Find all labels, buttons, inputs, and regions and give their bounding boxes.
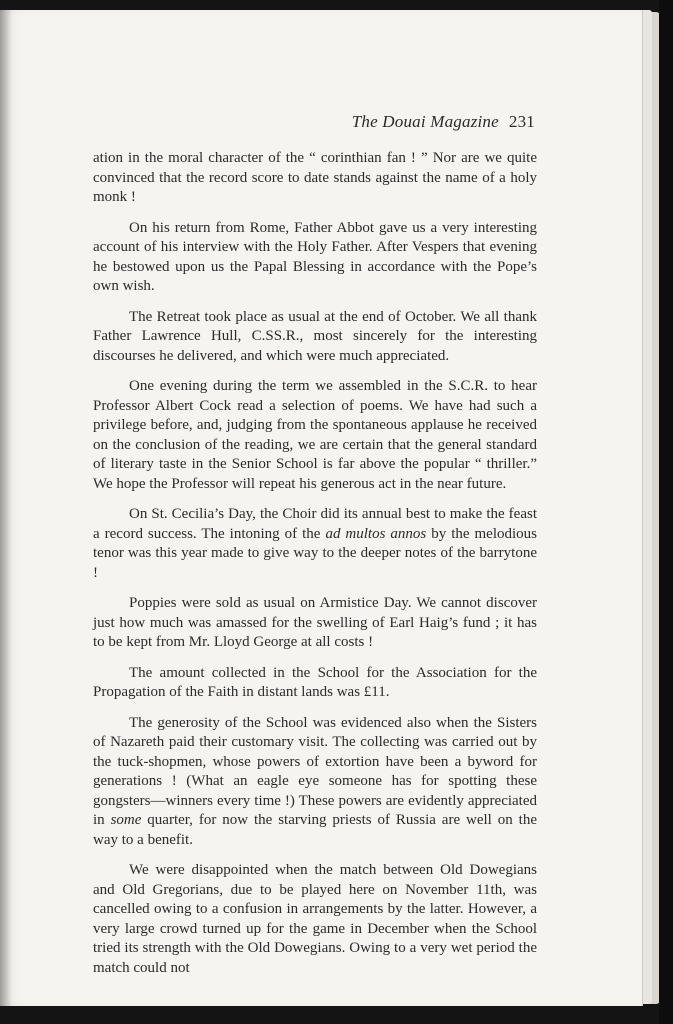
paragraph-text: Poppies were sold as usual on Armistice Day. We cannot discover just how much was amassed for the swelling of Earl Haig’s fund ; it has to be kept from Mr. Lloyd George at all costs !	[93, 595, 537, 650]
paragraph-p4	[93, 377, 537, 494]
paragraph-p1	[93, 149, 537, 208]
paragraph-p7	[93, 664, 537, 703]
paragraph-p6	[93, 594, 537, 653]
paragraph-p5	[93, 505, 537, 583]
paragraph-text: The amount collected in the School for the Association for the Propagation of the Faith in distant lands was £11.	[93, 664, 537, 700]
magazine-page	[0, 10, 643, 1006]
paragraph-text: We were disappointed when the match between Old Dowegians and Old Gregorians, due to be played here on November 11th, was cancelled owing to a confusion in arrangements by the latter. However, a very large crowd turned up for the game in December when the School tried its strength with the Old Dowegians. Owing to a very wet period the match could not	[93, 862, 537, 976]
scan-border-right	[659, 0, 673, 1024]
paragraph-text: ation in the moral character of the “ corinthian fan ! ” Nor are we quite convinced that the record score to date stands against the name of a holy monk !	[93, 150, 537, 205]
paragraph-p3	[93, 308, 537, 367]
paragraph-p2	[93, 219, 537, 297]
paragraph-text: The Retreat took place as usual at the end of October. We all thank Father Lawrence Hull, C.SS.R., most sincerely for the interesting discourses he delivered, and which were much appreciated.	[93, 308, 537, 364]
paragraph-p8	[93, 714, 537, 851]
paragraph-text: The generosity of the School was evidenced also when the Sisters of Nazareth paid their customary visit. The collecting was carried out by the tuck-shopmen, whose powers of extortion have been a byword for generations ! (What an eagle eye someone has for spotting these gongsters—winners every time !) These powers are evidently appreciated in	[93, 714, 537, 828]
paragraph-text: One evening during the term we assembled in the S.C.R. to hear Professor Albert Cock read a selection of poems. We have had such a privilege before, and, judging from the spontaneous applause he received on the conclusion of the reading, we are certain that the general standard of literary taste in the Senior School is far above the popular “ thriller.” We hope the Professor will repeat his generous act in the near future.	[93, 378, 537, 492]
binding-gutter-shadow	[0, 10, 12, 1006]
magazine-title: The Douai Magazine	[351, 112, 499, 131]
paragraph-text: On his return from Rome, Father Abbot gave us a very interesting account of his interview with the Holy Father. After Vespers that evening he bestowed upon us the Papal Blessing in accordance with the Pope’s own wish.	[93, 219, 537, 294]
paragraph-p9	[93, 861, 537, 978]
page-number: 231	[508, 112, 535, 131]
paragraph-text: quarter, for now the starving priests of Russia are well on the way to a benefit.	[93, 812, 537, 848]
running-header	[0, 112, 535, 132]
italic-phrase: some	[110, 812, 142, 828]
italic-phrase: ad multos annos	[325, 525, 427, 542]
paragraph-text: by the melodious tenor was this year made to give way to the deeper notes of the barrytone !	[93, 525, 538, 581]
paragraph-text: On St. Cecilia’s Day, the Choir did its annual best to make the feast a record success. The intoning of the	[93, 506, 537, 542]
article-body	[93, 149, 537, 989]
